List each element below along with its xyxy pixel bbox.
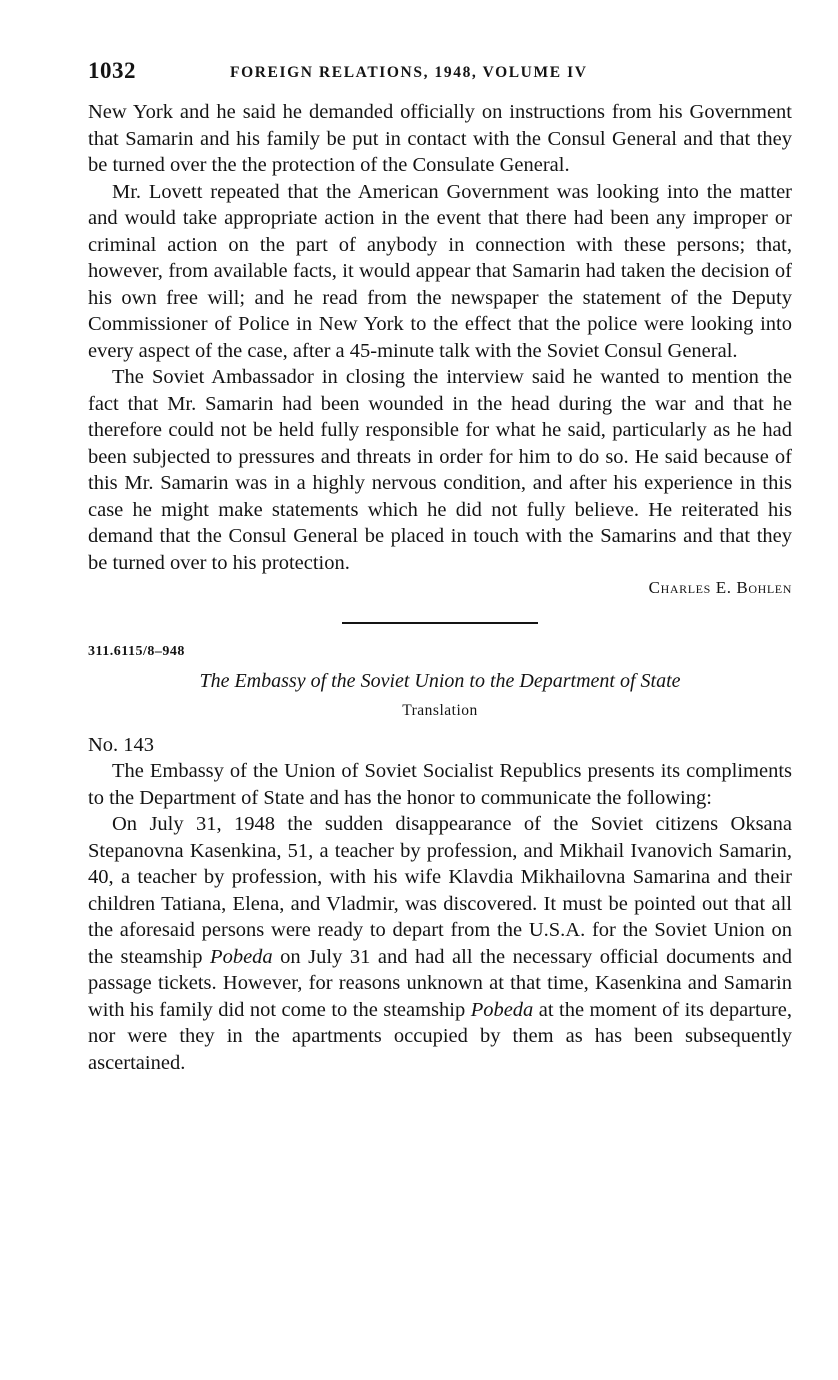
document-page bbox=[88, 58, 792, 1076]
memo-paragraph-2: Mr. Lovett repeated that the American Government was looking into the matter and would take appropriate action in the event that there had been any improper or criminal action on the part of anybody in connection with these persons; that, however, from available facts, it would appear that Samarin had taken the decision of his own free will; and he read from the newspaper the statement of the Deputy Commissioner of Police in New York to the effect that the police were looking into every aspect of the case, after a 45-minute talk with the Soviet Consul General. bbox=[88, 180, 792, 362]
ship-name: Pobeda bbox=[470, 998, 534, 1021]
embassy-note bbox=[88, 644, 792, 1076]
memo-section bbox=[88, 99, 792, 600]
running-title: FOREIGN RELATIONS, 1948, VOLUME IV bbox=[230, 64, 588, 81]
note-intro-paragraph: The Embassy of the Union of Soviet Socialist Republics presents its compliments to the Department of State and has the honor to communicate the following: bbox=[88, 760, 792, 809]
note-body-part-2: on July 31 and had all the necessary official documents and passage tickets. However, for reasons unknown at that time, Kasenkina and Samarin with his family did not come to the steamship bbox=[88, 945, 792, 1021]
section-divider bbox=[342, 622, 538, 624]
ship-name: Pobeda bbox=[210, 945, 273, 968]
page-number: 1032 bbox=[88, 58, 136, 83]
document-title: The Embassy of the Soviet Union to the Department of State bbox=[199, 670, 681, 692]
memo-paragraph-3: The Soviet Ambassador in closing the interview said he wanted to mention the fact that Mr. Samarin had been wounded in the head during the war and that he therefore could not be held fully responsible for what he said, particularly as he had been subjected to pressures and threats in order for him to do so. He said because of this Mr. Samarin was in a highly nervous condition, and after his experience in this case he might make statements which he did not fully believe. He reiterated his demand that the Consul General be placed in touch with the Samarins and that they be turned over to his protection. bbox=[88, 366, 792, 574]
page-header bbox=[88, 58, 792, 96]
translation-label: Translation bbox=[402, 702, 478, 719]
note-body-paragraph bbox=[88, 811, 792, 1076]
memo-paragraph-1: New York and he said he demanded officially on instructions from his Government that Samarin and his family be put in contact with the Consul General and that they be turned over the the protection of the Consulate General. bbox=[88, 101, 792, 176]
note-body-part-1: On July 31, 1948 the sudden disappearance of the Soviet citizens Oksana Stepanovna Kasenkina, 51, a teacher by profession, and Mikhail Ivanovich Samarin, 40, a teacher by profession, with his wife Klavdia Mikhailovna Samarina and their children Tatiana, Elena, and Vladmir, was discovered. It must be pointed out that all the aforesaid persons were ready to depart from the U.S.A. for the Soviet Union on the steamship bbox=[88, 813, 792, 968]
note-body-part-3: at the moment of its departure, nor were they in the apartments occupied by them as has been subsequently ascertained. bbox=[88, 998, 792, 1074]
note-number: No. 143 bbox=[88, 734, 155, 756]
file-number: 311.6115/8–948 bbox=[88, 644, 185, 659]
signature: Charles E. Bohlen bbox=[648, 578, 792, 597]
